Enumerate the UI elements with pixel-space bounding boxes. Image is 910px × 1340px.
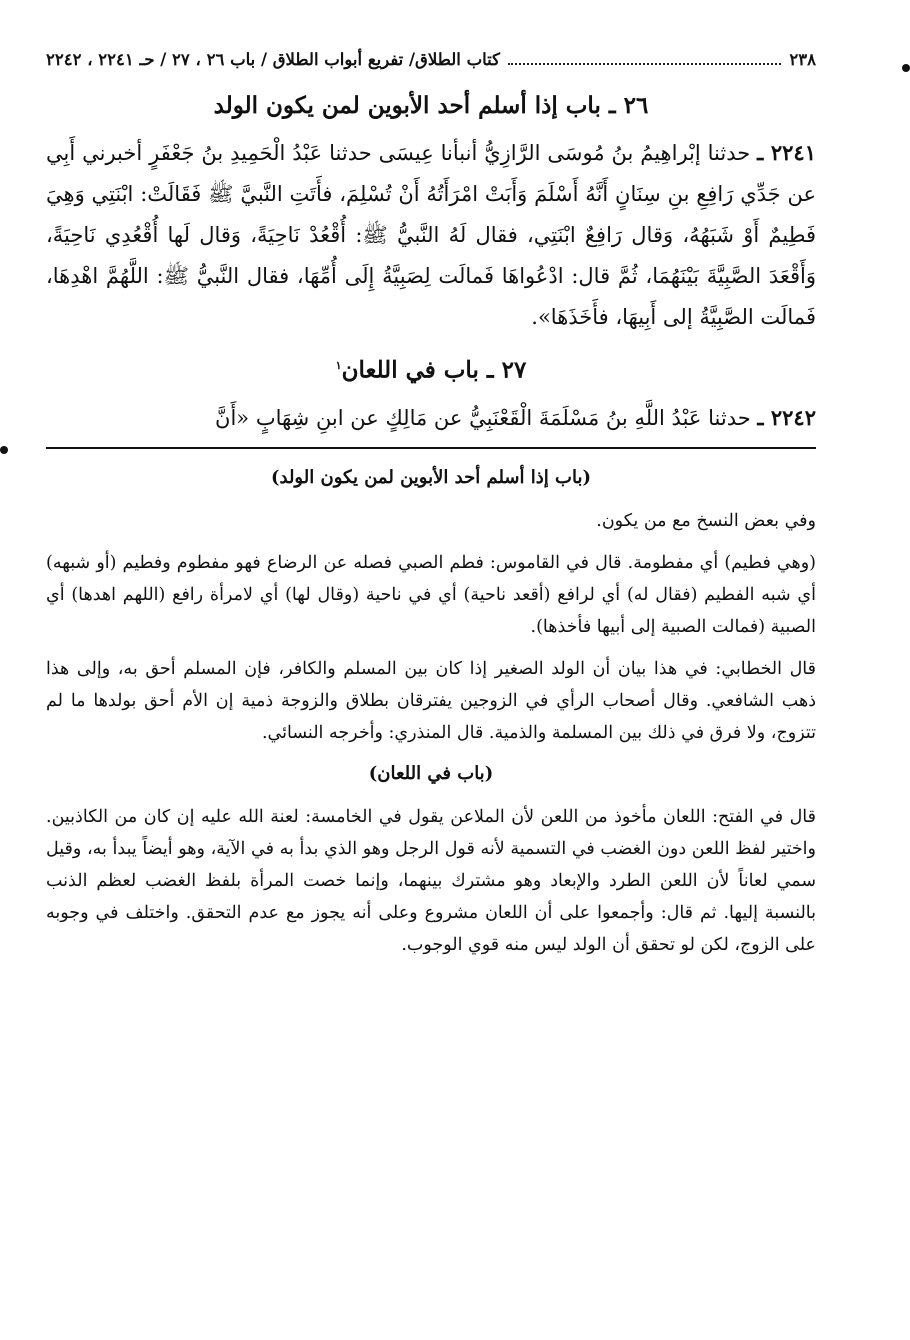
commentary-para-4: قال في الفتح: اللعان مأخوذ من اللعن لأن الملاعن يقول في الخامسة: لعنة الله عليه إن كان من الكاذبين. واختير لفظ اللعن دون الغضب في التسمية لأنه قول الرجل وهو الذي بدأ به في الآية، وهو أيضاً يبدأ به، وقيل سمي لعاناً لأن اللعن الطرد والإبعاد وهو مشترك بينهما، وإنما خصت المرأة بلفظ الغضب لعظم الذنب بالنسبة إليها. ثم قال: وأجمعوا على أن اللعان مشروع وعلى أنه يجوز مع عدم التحقق. واختلف في وجوبه على الزوج، لكن لو تحقق أن الولد ليس منه قوي الوجوب. — [46, 806, 816, 955]
hadith-2241 — [46, 132, 816, 338]
commentary-heading-2: (باب في اللعان) — [368, 762, 494, 784]
commentary-para-2: (وهي فطيم) أي مفطومة. قال في القاموس: فطم الصبي فصله عن الرضاع فهو مفطوم وفطيم (أو شبهه) أي شبه الفطيم (فقال له) أي لرافع (أقعد ناحية) أي في ناحية (وقال لها) أي لامرأة رافع (اللهم اهدها) أي الصبية (فمالت الصبية إلى أبيها فأخذها). — [46, 552, 816, 637]
hadith-2242-number: ٢٢٤٢ ـ — [757, 404, 816, 430]
commentary-separator — [46, 447, 816, 449]
chapter-27-title: في اللعان — [341, 356, 436, 384]
margin-mark-middle — [0, 446, 8, 454]
commentary-para-1: وفي بعض النسخ مع من يكون. — [596, 510, 816, 531]
chapter-26-bab: باب — [565, 92, 601, 119]
chapter-27-number: ٢٧ ـ — [486, 356, 527, 384]
commentary-para-3: قال الخطابي: في هذا بيان أن الولد الصغير إذا كان بين المسلم والكافر، فإن المسلم أحق به، وإلى هذا ذهب الشافعي. وقال أصحاب الرأي في الزوجين يفترقان بطلاق والزوجة ذمية إن الأم أحق بولدها ما لم تتزوج، ولا فرق في ذلك بين المسلمة والذمية. قال المنذري: وأخرجه النسائي. — [46, 658, 816, 743]
commentary-heading-1: (باب إذا أسلم أحد الأبوين لمن يكون الولد) — [270, 466, 592, 488]
running-head — [46, 48, 816, 72]
chapter-27-bab: باب — [443, 356, 479, 384]
hadith-2241-number: ٢٢٤١ ـ — [757, 140, 816, 165]
footnote-mark: ١ — [335, 359, 342, 372]
margin-mark-top — [902, 64, 910, 72]
chapter-26-heading — [46, 86, 816, 126]
hadith-2242 — [46, 397, 816, 439]
page-number: ٢٣٨ — [789, 50, 816, 69]
chapter-26-number: ٢٦ ـ — [608, 92, 649, 119]
running-title: كتاب الطلاق/ تفريع أبواب الطلاق / باب ٢٦ ، ٢٧ / حـ ٢٢٤١ ، ٢٢٤٢ — [46, 50, 500, 69]
chapter-26-title: إذا أسلم أحد الأبوين لمن يكون الولد — [213, 92, 558, 119]
chapter-27-heading — [46, 346, 816, 391]
hadith-2242-text: حدثنا عَبْدُ اللَّهِ بنُ مَسْلَمَةَ الْقَعْنَبِيُّ عن مَالِكٍ عن ابنِ شِهَابٍ «أَنَّ — [215, 405, 751, 430]
leader-dots — [508, 51, 781, 65]
hadith-2241-text: حدثنا إبْراهِيمُ بنُ مُوسَى الرَّازِيُّ أنبأنا عِيسَى حدثنا عَبْدُ الْحَمِيدِ بنُ جَعْفَرٍ أخبرني أَبِي عن جَدِّي رَافِعِ بنِ سِنَانٍ أَنَّهُ أَسْلَمَ وَأَبَتْ امْرَأَتُهُ أَنْ تُسْلِمَ، فأَتَتِ النَّبيَّ ﷺ فَقَالَتْ: ابْنَتِي وَهِيَ فَطِيمٌ أَوْ شَبَهُهُ، وَقال رَافِعٌ ابْنَتِي، فقال لَهُ النَّبيُّ ﷺ: أُقْعُدْ نَاحِيَةً، وَقال لَها أُقْعُدِي نَاحِيَةً، وَأَقْعَدَ الصَّبِيَّةَ بَيْنَهُمَا، ثُمَّ قال: ادْعُواهَا فَمالَت لِصَبِيَّةُ إِلَى أُمِّهَا، فقال النَّبيُّ ﷺ: اللَّهُمَّ اهْدِهَا، فَمالَت الصَّبِيَّةُ إلى أَبِيهَا، فأَخَذَهَا». — [46, 141, 816, 329]
book-page — [46, 48, 816, 971]
